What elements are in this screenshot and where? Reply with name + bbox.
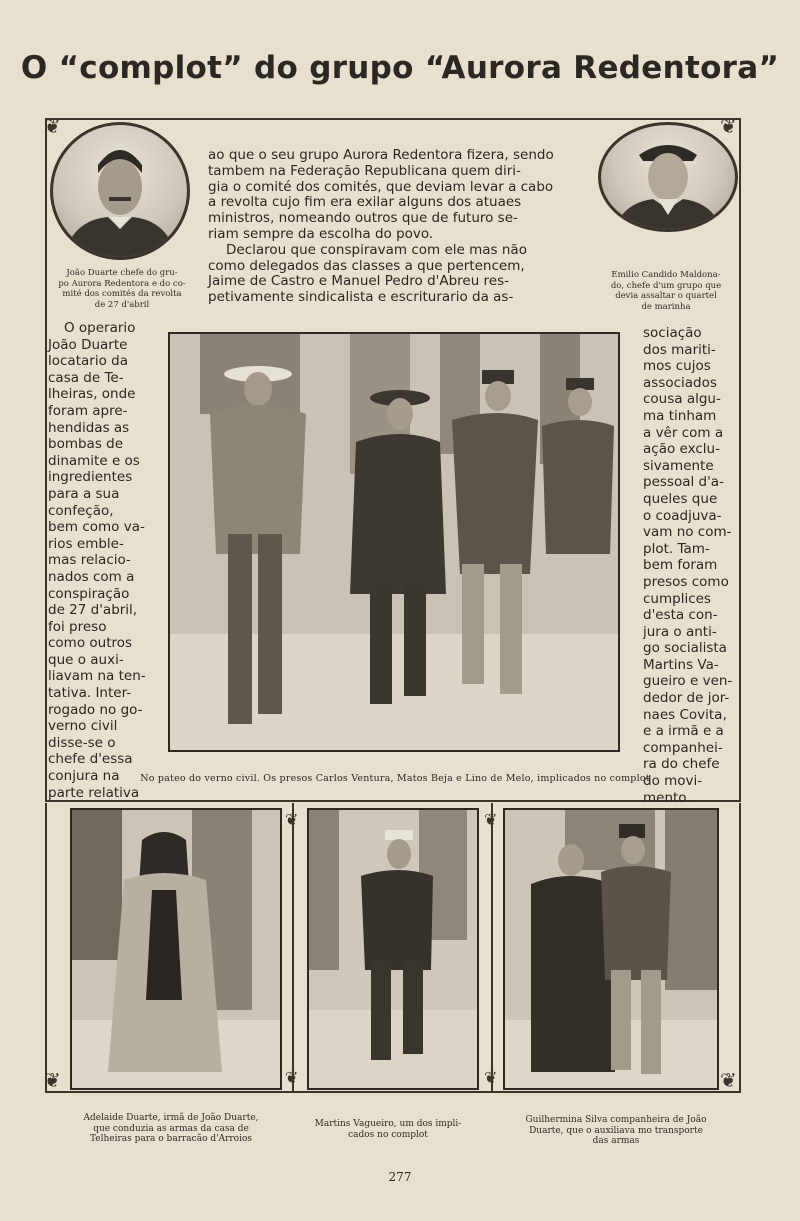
svg-text:❦: ❦	[484, 810, 498, 829]
portrait-joao-duarte	[50, 122, 190, 260]
corner-ornament-icon: ❦	[44, 114, 61, 138]
photo-guilhermina-silva	[503, 808, 719, 1090]
caption-adelaide-duarte: Adelaide Duarte, irmã de João Duarte, que conduzia as armas da casa de Telheiras para o barracão d'Arroios	[83, 1113, 259, 1144]
svg-text:❦: ❦	[285, 1068, 299, 1087]
top-article-text: ao que o seu grupo Aurora Redentora fizera, sendo tambem na Federação Republicana quem diri- gia o comité dos comités, que deviam levar a cabo a revolta cujo fim era exilar alguns dos atuaes ministros, nomeando outros que de futuro se- riam sempre da escolha do povo. Declarou que conspiravam com ele mas não como delegados das classes a que pertencem, Jaime de Castro e Manuel Pedro d'Abreu res- petivamente sindicalista e escriturario da as-	[208, 147, 554, 306]
caption-guilhermina-silva: Guilhermina Silva companheira de João Duarte, que o auxiliava mo transporte das armas	[525, 1115, 707, 1146]
caption-right-portrait: Emilio Candido Maldona- do, chefe d'um grupo que devia assaltar o quartel de marinha	[610, 270, 722, 312]
left-column-text: O operario João Duarte locatario da casa de Te- lheiras, onde foram apre- hendidas as bombas de dinamite e os ingredientes para a sua confeção, bem como va- rios emble- mas relacio- nados com a conspiração de 27 d'abril, foi preso como outros que o auxi- liavam na ten- tativa. Inter- rogado no go- verno civil disse-se o chefe d'essa conjura na parte relativa	[48, 320, 146, 801]
svg-text:❦: ❦	[484, 1068, 498, 1087]
page-number: 277	[388, 1170, 412, 1184]
divider-ornament	[283, 803, 303, 1093]
portrait-emilio-maldonado	[598, 122, 738, 232]
main-photo-prisoners	[168, 332, 620, 752]
divider-ornament	[482, 803, 502, 1093]
caption-martins-vagueiro: Martins Vagueiro, um dos impli- cados no complot	[314, 1119, 462, 1140]
corner-ornament-icon: ❦	[720, 1068, 737, 1092]
photo-adelaide-duarte	[70, 808, 282, 1090]
caption-left-portrait: João Duarte chefe do gru- po Aurora Redentora e do co- mité dos comités da revolta de 27 d'abril	[58, 268, 186, 310]
page-title: O “complot” do grupo “Aurora Redentora”	[20, 50, 780, 86]
corner-ornament-icon: ❦	[44, 1068, 61, 1092]
caption-main-photo: No pateo do verno civil. Os presos Carlos Ventura, Matos Beja e Lino de Melo, implicados no complot	[140, 773, 650, 784]
right-column-text: sociação dos mariti- mos cujos associados cousa algu- ma tinham a vêr com a ação exclu- sivamente pessoal d'a- queles que o coadjuva- vam no com- plot. Tam- bem foram presos como cumplices d'esta con- jura o anti- go socialista Martins Va- gueiro e ven- dedor de jor- naes Covita, e a irmã e a companhei- ra do chefe do movi- mento.	[643, 325, 733, 806]
photo-martins-vagueiro	[307, 808, 479, 1090]
svg-text:❦: ❦	[285, 810, 299, 829]
corner-ornament-icon: ❦	[720, 114, 737, 138]
